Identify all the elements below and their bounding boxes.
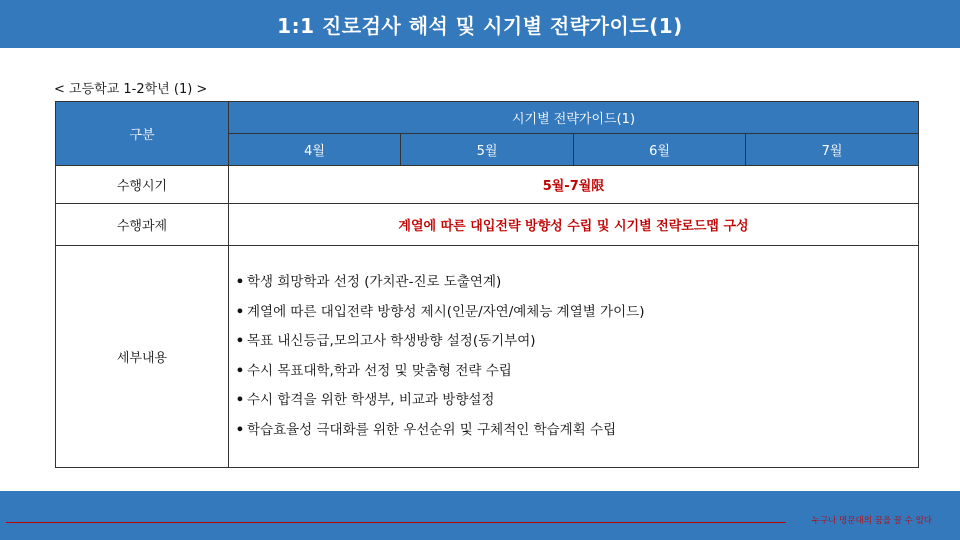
- period-value: 5월-7월限: [229, 166, 919, 204]
- month-header-may: 5월: [401, 134, 574, 166]
- details-label: 세부내용: [56, 246, 229, 468]
- task-value: 계열에 따른 대입전략 방향성 수립 및 시기별 전략로드맵 구성: [229, 204, 919, 246]
- header-bar: [0, 0, 960, 48]
- month-header-april: 4월: [229, 134, 401, 166]
- section-subtitle: < 고등학교 1-2학년 (1) >: [54, 82, 208, 97]
- strategy-guide-table: [55, 101, 919, 468]
- page-title: 1:1 진로검사 해석 및 시기별 전략가이드(1): [277, 13, 683, 38]
- footer-slogan: 누구나 명문대의 꿈을 꿀 수 있다: [811, 516, 932, 526]
- list-item: • 목표 내신등급,모의고사 학생방향 설정(동기부여): [233, 327, 918, 357]
- bullet-icon: •: [235, 303, 245, 320]
- bullet-icon: •: [235, 421, 245, 438]
- list-item: • 수시 목표대학,학과 선정 및 맞춤형 전략 수립: [233, 357, 918, 387]
- table-row: [56, 204, 919, 246]
- bullet-icon: •: [235, 274, 245, 290]
- details-list: [233, 268, 918, 445]
- table-row: [56, 166, 919, 204]
- group-header: 시기별 전략가이드(1): [229, 102, 919, 134]
- bullet-icon: •: [235, 362, 245, 379]
- footer-bar: [0, 491, 960, 540]
- bullet-icon: •: [235, 333, 245, 349]
- task-label: 수행과제: [56, 204, 229, 246]
- footer-divider: [6, 522, 786, 523]
- details-content: [229, 246, 919, 468]
- bullet-icon: •: [235, 392, 245, 408]
- table-row: [56, 246, 919, 468]
- category-header: 구분: [56, 102, 229, 166]
- month-header-june: 6월: [574, 134, 746, 166]
- list-item: • 학습효율성 극대화를 위한 우선순위 및 구체적인 학습계획 수립: [233, 416, 918, 446]
- list-item: • 수시 합격을 위한 학생부, 비교과 방향설정: [233, 386, 918, 416]
- period-label: 수행시기: [56, 166, 229, 204]
- list-item: • 학생 희망학과 선정 (가치관-진로 도출연계): [233, 268, 918, 298]
- month-header-july: 7월: [746, 134, 919, 166]
- list-item: • 계열에 따른 대입전략 방향성 제시(인문/자연/예체능 계열별 가이드): [233, 298, 918, 328]
